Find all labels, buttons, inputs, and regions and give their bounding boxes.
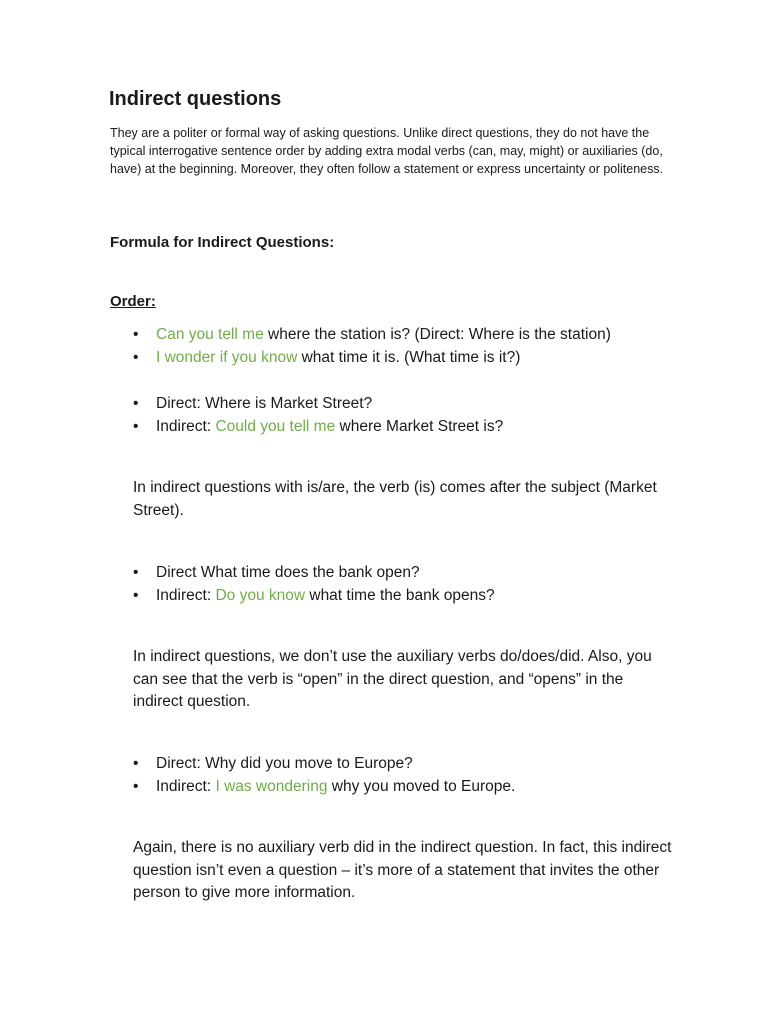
bullet-icon: •	[133, 349, 139, 366]
item-highlight: I wonder if you know	[156, 349, 298, 366]
item-suffix: why you moved to Europe.	[327, 778, 516, 795]
item-prefix: Direct: Where is Market Street?	[156, 395, 373, 412]
item-suffix: where the station is? (Direct: Where is the station)	[263, 326, 611, 343]
item-suffix: what time it is. (What time is it?)	[297, 349, 521, 366]
list-item	[133, 392, 503, 415]
bullet-list-examples	[133, 323, 611, 369]
item-suffix: where Market Street is?	[335, 418, 504, 435]
bullet-icon: •	[133, 395, 139, 412]
bullet-list-europe	[133, 752, 515, 798]
list-item	[133, 584, 495, 607]
intro-paragraph: They are a politer or formal way of asking questions. Unlike direct questions, they do not have the typical interrogative sentence order by adding extra modal verbs (can, may, might) or auxiliaries (do, have) at the beginning. Moreover, they often follow a statement or express uncertainty or politeness.	[110, 126, 664, 176]
bullet-icon: •	[133, 587, 139, 604]
list-item	[133, 775, 515, 798]
item-highlight: Could you tell me	[215, 418, 336, 435]
explanation-paragraph-1: In indirect questions with is/are, the verb (is) comes after the subject (Market Street).	[133, 479, 657, 519]
item-highlight: Do you know	[215, 587, 306, 604]
explanation-paragraph-3: Again, there is no auxiliary verb did in the indirect question. In fact, this indirect question isn’t even a question – it’s more of a statement that invites the other person to give more information.	[133, 839, 672, 901]
bullet-icon: •	[133, 755, 139, 772]
list-item	[133, 415, 503, 438]
order-heading: Order:	[110, 293, 156, 310]
item-prefix: Indirect:	[156, 418, 216, 435]
list-item	[133, 346, 611, 369]
list-item	[133, 752, 515, 775]
bullet-icon: •	[133, 326, 139, 343]
item-prefix: Direct What time does the bank open?	[156, 564, 420, 581]
list-item	[133, 561, 495, 584]
bullet-list-bank	[133, 561, 495, 607]
formula-heading: Formula for Indirect Questions:	[110, 234, 335, 251]
bullet-list-market-street	[133, 392, 503, 438]
item-suffix: what time the bank opens?	[305, 587, 495, 604]
page-title: Indirect questions	[109, 88, 282, 110]
item-prefix: Indirect:	[156, 587, 216, 604]
explanation-paragraph-2: In indirect questions, we don’t use the auxiliary verbs do/does/did. Also, you can see that the verb is “open” in the direct question, and “opens” in the indirect question.	[133, 648, 652, 710]
item-highlight: I was wondering	[215, 778, 328, 795]
bullet-icon: •	[133, 778, 139, 795]
item-prefix: Indirect:	[156, 778, 216, 795]
list-item	[133, 323, 611, 346]
item-highlight: Can you tell me	[156, 326, 264, 343]
bullet-icon: •	[133, 418, 139, 435]
bullet-icon: •	[133, 564, 139, 581]
item-prefix: Direct: Why did you move to Europe?	[156, 755, 413, 772]
